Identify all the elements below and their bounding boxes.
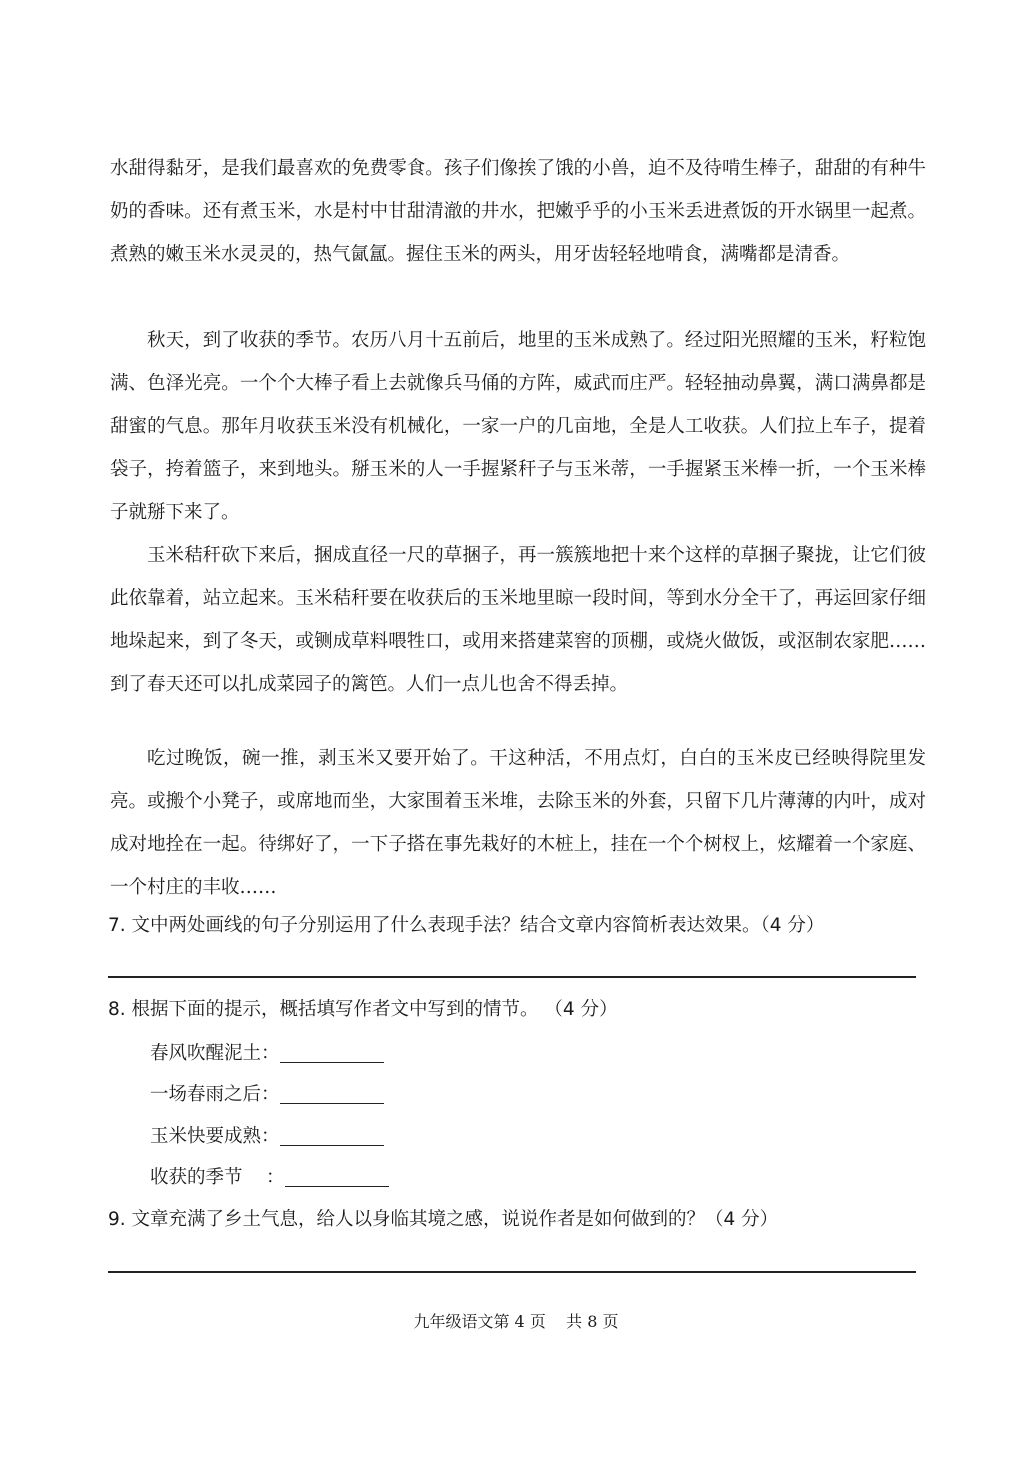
q8-blank-2[interactable]: [280, 1081, 384, 1104]
q8-prompt-row: [150, 1080, 384, 1110]
q8-prompt-row: [150, 1163, 389, 1193]
passage-paragraph-3: 玉米秸秆砍下来后，捆成直径一尺的草捆子，再一簇簇地把十来个这样的草捆子聚拢，让它们彼此依靠着，站立起来。玉米秸秆要在收获后的玉米地里晾一段时间，等到水分全干了，再运回家仔细地垛起来，到了冬天，或铡成草料喂牲口，或用来搭建菜窖的顶棚，或烧火做饭，或沤制农家肥……到了春天还可以扎成菜园子的篱笆。人们一点儿也舍不得丢掉。: [110, 545, 926, 695]
q8-prompt-row: [150, 1039, 384, 1069]
question-9: 9. 文章充满了乡土气息，给人以身临其境之感，说说作者是如何做到的？（4 分）: [108, 1209, 779, 1230]
q8-blank-4[interactable]: [285, 1164, 389, 1187]
question-8: 8. 根据下面的提示，概括填写作者文中写到的情节。 （4 分）: [108, 999, 618, 1020]
q8-blank-3[interactable]: [280, 1123, 384, 1146]
q8-prompt-label: 一场春雨之后：: [150, 1084, 280, 1105]
q8-prompt-label: 收获的季节 ：: [150, 1167, 285, 1188]
page-footer: 九年级语文第 4 页 共 8 页: [413, 1312, 619, 1331]
answer-line-q9[interactable]: [108, 1271, 916, 1273]
q8-prompt-row: [150, 1122, 384, 1152]
q8-prompt-label: 玉米快要成熟：: [150, 1126, 280, 1147]
question-7: 7. 文中两处画线的句子分别运用了什么表现手法？结合文章内容简析表达效果。（4 分）: [108, 915, 825, 936]
q8-prompt-label: 春风吹醒泥土：: [150, 1043, 280, 1064]
passage-paragraph-4: 吃过晚饭，碗一推，剥玉米又要开始了。干这种活，不用点灯，白白的玉米皮已经映得院里发亮。或搬个小凳子，或席地而坐，大家围着玉米堆，去除玉米的外套，只留下几片薄薄的内叶，成对成对地拴在一起。待绑好了，一下子搭在事先栽好的木桩上，挂在一个个树杈上，炫耀着一个家庭、一个村庄的丰收……: [110, 748, 926, 898]
q8-blank-1[interactable]: [280, 1040, 384, 1063]
passage-paragraph-2: 秋天，到了收获的季节。农历八月十五前后，地里的玉米成熟了。经过阳光照耀的玉米，籽粒饱满、色泽光亮。一个个大棒子看上去就像兵马俑的方阵，威武而庄严。轻轻抽动鼻翼，满口满鼻都是甜蜜的气息。那年月收获玉米没有机械化，一家一户的几亩地，全是人工收获。人们拉上车子，提着袋子，挎着篮子，来到地头。掰玉米的人一手握紧秆子与玉米蒂，一手握紧玉米棒一折，一个玉米棒子就掰下来了。: [110, 330, 926, 523]
passage-paragraph-1: 水甜得黏牙，是我们最喜欢的免费零食。孩子们像挨了饿的小兽，迫不及待啃生棒子，甜甜的有种牛奶的香味。还有煮玉米，水是村中甘甜清澈的井水，把嫩乎乎的小玉米丢进煮饭的开水锅里一起煮。煮熟的嫩玉米水灵灵的，热气氤氲。握住玉米的两头，用牙齿轻轻地啃食，满嘴都是清香。: [110, 158, 926, 265]
answer-line-q7[interactable]: [108, 976, 916, 978]
